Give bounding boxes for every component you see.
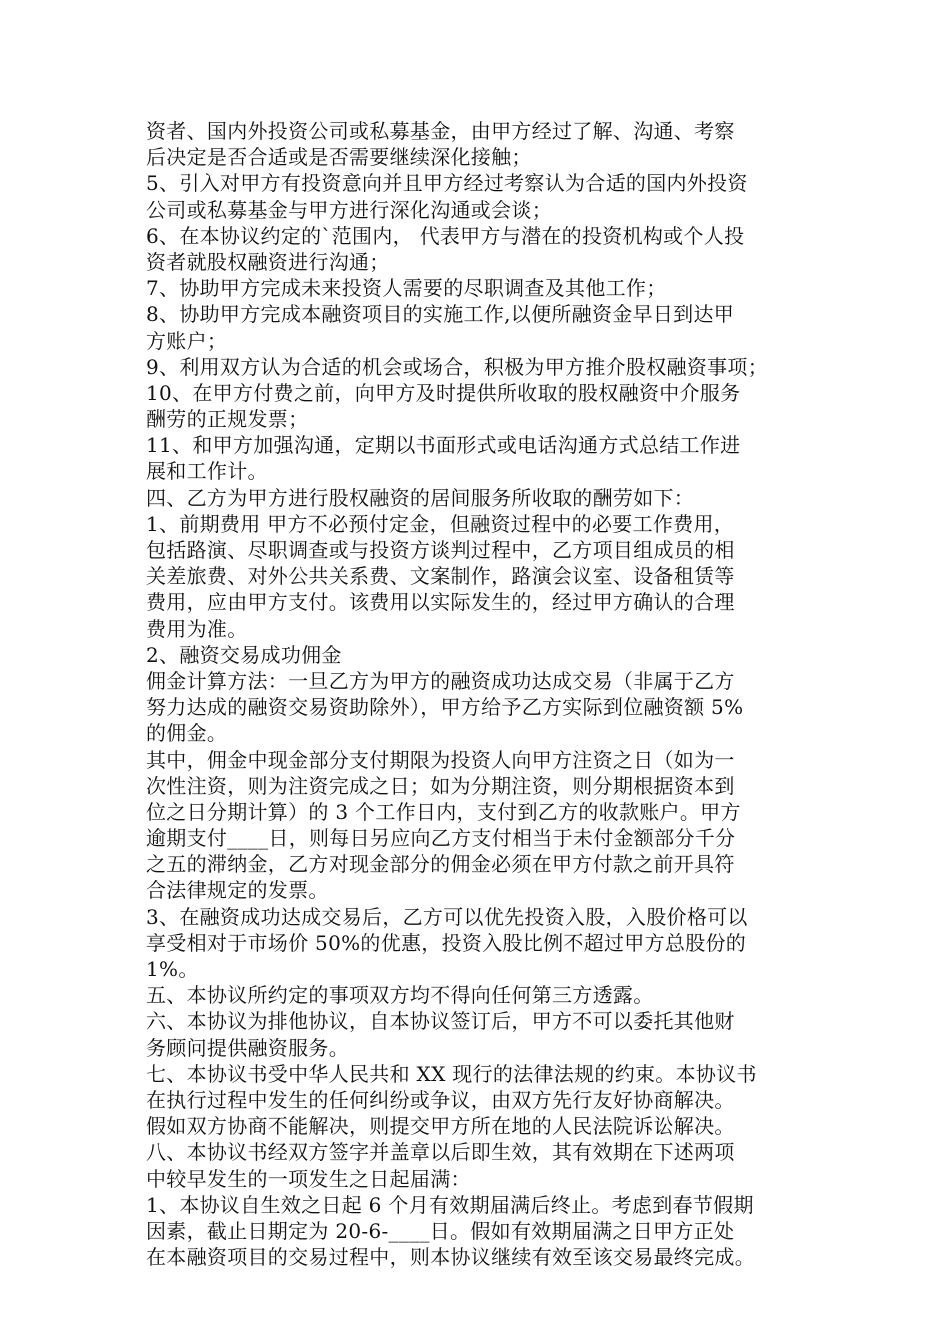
text-line: 关差旅费、对外公共关系费、文案制作，路演会议室、设备租赁等 (146, 564, 735, 589)
text-line: 假如双方协商不能解决，则提交甲方所在地的人民法院诉讼解决。 (146, 1114, 735, 1139)
text-line: 六、本协议为排他协议，自本协议签订后，甲方不可以委托其他财 (146, 1009, 735, 1034)
text-line: 资者、国内外投资公司或私募基金，由甲方经过了解、沟通、考察 (146, 119, 735, 143)
text-line: 的佣金。 (146, 721, 228, 746)
text-line: 3、在融资成功达成交易后，乙方可以优先投资入股，入股价格可以 (146, 904, 748, 929)
text-line: 1%。 (146, 957, 199, 981)
text-line: 酬劳的正规发票； (146, 407, 309, 432)
text-line: 七、本协议书受中华人民共和 XX 现行的法律法规的约束。本协议书 (146, 1061, 757, 1086)
text-line: 公司或私募基金与甲方进行深化沟通或会谈； (146, 197, 552, 222)
text-line: 费用为准。 (146, 616, 248, 641)
text-line: 9、利用双方认为合适的机会或场合，积极为甲方推介股权融资事项； (146, 354, 769, 379)
text-line: 享受相对于市场价 50%的优惠，投资入股比例不超过甲方总股份的 (146, 930, 747, 955)
text-line: 在本融资项目的交易过程中，则本协议继续有效至该交易最终完成。 (146, 1245, 755, 1270)
text-line: 5、引入对甲方有投资意向并且甲方经过考察认为合适的国内外投资 (146, 171, 748, 196)
text-line: 1、本协议自生效之日起 6 个月有效期届满后终止。考虑到春节假期 (146, 1192, 754, 1217)
text-line: 资者就股权融资进行沟通； (146, 249, 390, 274)
text-line: 包括路演、尽职调查或与投资方谈判过程中，乙方项目组成员的相 (146, 538, 735, 562)
text-line: 中较早发生的一项发生之日起届满： (146, 1166, 471, 1191)
text-line: 10、在甲方付费之前，向甲方及时提供所收取的股权融资中介服务 (146, 380, 741, 405)
text-line: 6、在本协议约定的`范围内， 代表甲方与潜在的投资机构或个人投 (146, 223, 745, 248)
text-line: 后决定是否合适或是否需要继续深化接触； (146, 145, 532, 170)
document-body (146, 118, 816, 1270)
text-line: 费用，应由甲方支付。该费用以实际发生的，经过甲方确认的合理 (146, 590, 735, 615)
text-line: 五、本协议所约定的事项双方均不得向任何第三方透露。 (146, 983, 654, 1008)
text-line: 逾期支付____日，则每日另应向乙方支付相当于未付金额部分千分 (146, 826, 736, 851)
text-line: 四、乙方为甲方进行股权融资的居间服务所收取的酬劳如下： (146, 485, 695, 510)
text-line: 位之日分期计算）的 3 个工作日内，支付到乙方的收款账户。甲方 (146, 799, 741, 824)
text-line: 11、和甲方加强沟通，定期以书面形式或电话沟通方式总结工作进 (146, 433, 741, 458)
text-line: 之五的滞纳金，乙方对现金部分的佣金必须在甲方付款之前开具符 (146, 852, 735, 877)
text-line: 展和工作计。 (146, 459, 268, 484)
text-line: 8、协助甲方完成本融资项目的实施工作,以便所融资金早日到达甲 (146, 302, 735, 327)
text-line: 1、前期费用 甲方不必预付定金，但融资过程中的必要工作费用， (146, 511, 735, 536)
text-line: 合法律规定的发票。 (146, 878, 329, 903)
text-line: 务顾问提供融资服务。 (146, 1035, 349, 1060)
text-line: 因素，截止日期定为 20-6-____日。假如有效期届满之日甲方正处 (146, 1218, 735, 1243)
text-line: 2、融资交易成功佣金 (146, 642, 342, 667)
text-line: 方账户； (146, 328, 228, 353)
text-line: 八、本协议书经双方签字并盖章以后即生效，其有效期在下述两项 (146, 1140, 735, 1165)
text-line: 次性注资，则为注资完成之日；如为分期注资，则分期根据资本到 (146, 773, 735, 798)
text-line: 7、协助甲方完成未来投资人需要的尽职调查及其他工作； (146, 276, 667, 301)
text-line: 努力达成的融资交易资助除外），甲方给予乙方实际到位融资额 5% (146, 695, 744, 720)
text-line: 在执行过程中发生的任何纠纷或争议，由双方先行友好协商解决。 (146, 1087, 735, 1112)
text-line: 佣金计算方法：一旦乙方为甲方的融资成功达成交易（非属于乙方 (146, 668, 735, 693)
text-line: 其中，佣金中现金部分支付期限为投资人向甲方注资之日（如为一 (146, 747, 735, 772)
